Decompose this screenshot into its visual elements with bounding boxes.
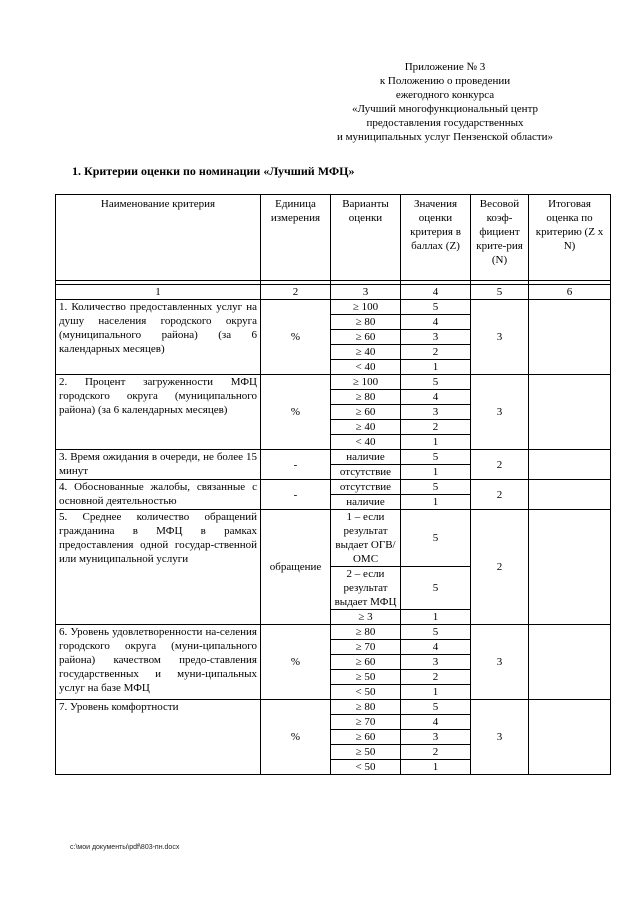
criterion-name: 4. Обоснованные жалобы, связанные с основной деятельностью bbox=[56, 480, 261, 510]
column-number: 6 bbox=[529, 285, 611, 300]
file-path-footer: c:\мои документы\pdf\803-пн.docx bbox=[70, 844, 180, 851]
column-number: 2 bbox=[261, 285, 331, 300]
option-score: 1 bbox=[401, 435, 471, 450]
appendix-line: «Лучший многофункциональный центр bbox=[351, 103, 539, 115]
option-variant: ≥ 80 bbox=[331, 700, 401, 715]
criterion-total bbox=[529, 510, 611, 625]
section-heading: 1. Критерии оценки по номинации «Лучший МФЦ» bbox=[72, 164, 355, 178]
column-number: 5 bbox=[471, 285, 529, 300]
column-number: 3 bbox=[331, 285, 401, 300]
option-variant: отсутствие bbox=[331, 480, 401, 495]
option-variant: ≥ 50 bbox=[331, 745, 401, 760]
option-score: 2 bbox=[401, 420, 471, 435]
table-row bbox=[56, 510, 611, 567]
option-variant: 2 – если результат выдает МФЦ bbox=[331, 567, 401, 610]
criterion-weight: 2 bbox=[471, 450, 529, 480]
appendix-line: к Положению о проведении bbox=[379, 75, 511, 87]
criteria-table bbox=[55, 194, 611, 775]
option-score: 1 bbox=[401, 495, 471, 510]
criterion-unit: % bbox=[261, 300, 331, 375]
criterion-total bbox=[529, 375, 611, 450]
appendix-line: Приложение № 3 bbox=[404, 61, 486, 73]
option-variant: наличие bbox=[331, 495, 401, 510]
column-number: 1 bbox=[56, 285, 261, 300]
option-score: 5 bbox=[401, 700, 471, 715]
option-score: 1 bbox=[401, 360, 471, 375]
option-variant: < 50 bbox=[331, 760, 401, 775]
option-score: 4 bbox=[401, 640, 471, 655]
option-variant: ≥ 70 bbox=[331, 640, 401, 655]
option-score: 5 bbox=[401, 567, 471, 610]
option-score: 3 bbox=[401, 330, 471, 345]
criterion-unit: % bbox=[261, 700, 331, 775]
criterion-unit: обращение bbox=[261, 510, 331, 625]
option-variant: ≥ 70 bbox=[331, 715, 401, 730]
criterion-name: 5. Среднее количество обращений гражданина в МФЦ в рамках предоставления одной государ-ственной или муниципальной услуги bbox=[56, 510, 261, 625]
criterion-weight: 2 bbox=[471, 510, 529, 625]
table-row bbox=[56, 375, 611, 390]
option-score: 4 bbox=[401, 315, 471, 330]
table-row bbox=[56, 450, 611, 465]
option-variant: ≥ 100 bbox=[331, 300, 401, 315]
option-score: 2 bbox=[401, 345, 471, 360]
option-score: 1 bbox=[401, 685, 471, 700]
option-score: 3 bbox=[401, 730, 471, 745]
criterion-unit: % bbox=[261, 375, 331, 450]
header-cell: Единица измерения bbox=[261, 195, 331, 281]
option-variant: ≥ 3 bbox=[331, 610, 401, 625]
criterion-weight: 2 bbox=[471, 480, 529, 510]
criterion-total bbox=[529, 700, 611, 775]
header-cell: Итоговая оценка по критерию (Z x N) bbox=[529, 195, 611, 281]
option-variant: ≥ 50 bbox=[331, 670, 401, 685]
table-row bbox=[56, 700, 611, 715]
criterion-total bbox=[529, 480, 611, 510]
option-score: 4 bbox=[401, 390, 471, 405]
criterion-name: 3. Время ожидания в очереди, не более 15 минут bbox=[56, 450, 261, 480]
option-variant: ≥ 80 bbox=[331, 390, 401, 405]
option-score: 5 bbox=[401, 510, 471, 567]
header-row bbox=[56, 195, 611, 281]
column-number-row bbox=[56, 285, 611, 300]
option-score: 5 bbox=[401, 450, 471, 465]
option-variant: < 40 bbox=[331, 360, 401, 375]
option-score: 4 bbox=[401, 715, 471, 730]
option-score: 2 bbox=[401, 670, 471, 685]
table-row bbox=[56, 300, 611, 315]
criterion-total bbox=[529, 300, 611, 375]
option-variant: ≥ 80 bbox=[331, 625, 401, 640]
option-variant: ≥ 100 bbox=[331, 375, 401, 390]
option-variant: ≥ 40 bbox=[331, 420, 401, 435]
option-variant: ≥ 60 bbox=[331, 730, 401, 745]
criterion-unit: - bbox=[261, 450, 331, 480]
header-cell: Наименование критерия bbox=[56, 195, 261, 281]
criterion-weight: 3 bbox=[471, 300, 529, 375]
criterion-weight: 3 bbox=[471, 625, 529, 700]
option-variant: ≥ 60 bbox=[331, 405, 401, 420]
criterion-name: 1. Количество предоставленных услуг на душу населения городского округа (муниципального района) (за 6 календарных месяцев) bbox=[56, 300, 261, 375]
option-variant: 1 – если результат выдает ОГВ/ОМС bbox=[331, 510, 401, 567]
appendix-block bbox=[300, 60, 590, 144]
option-variant: ≥ 60 bbox=[331, 330, 401, 345]
header-cell: Варианты оценки bbox=[331, 195, 401, 281]
option-score: 3 bbox=[401, 655, 471, 670]
option-score: 3 bbox=[401, 405, 471, 420]
criterion-weight: 3 bbox=[471, 375, 529, 450]
criterion-total bbox=[529, 625, 611, 700]
option-variant: ≥ 80 bbox=[331, 315, 401, 330]
appendix-line: и муниципальных услуг Пензенской области» bbox=[336, 131, 554, 143]
option-score: 1 bbox=[401, 465, 471, 480]
column-number: 4 bbox=[401, 285, 471, 300]
option-variant: отсутствие bbox=[331, 465, 401, 480]
option-score: 5 bbox=[401, 375, 471, 390]
option-variant: наличие bbox=[331, 450, 401, 465]
criterion-total bbox=[529, 450, 611, 480]
option-score: 5 bbox=[401, 480, 471, 495]
option-variant: < 50 bbox=[331, 685, 401, 700]
option-variant: < 40 bbox=[331, 435, 401, 450]
criterion-name: 2. Процент загруженности МФЦ городского округа (муниципального района) (за 6 календарных месяцев) bbox=[56, 375, 261, 450]
appendix-line: ежегодного конкурса bbox=[395, 89, 495, 101]
option-score: 1 bbox=[401, 610, 471, 625]
criterion-name: 7. Уровень комфортности bbox=[56, 700, 261, 775]
table-row bbox=[56, 480, 611, 495]
header-cell: Весовой коэф-фициент крите-рия (N) bbox=[471, 195, 529, 281]
header-cell: Значения оценки критерия в баллах (Z) bbox=[401, 195, 471, 281]
option-score: 1 bbox=[401, 760, 471, 775]
option-variant: ≥ 40 bbox=[331, 345, 401, 360]
option-score: 5 bbox=[401, 625, 471, 640]
option-score: 5 bbox=[401, 300, 471, 315]
table-row bbox=[56, 625, 611, 640]
appendix-line: предоставления государственных bbox=[366, 117, 524, 129]
criterion-weight: 3 bbox=[471, 700, 529, 775]
option-variant: ≥ 60 bbox=[331, 655, 401, 670]
criterion-unit: - bbox=[261, 480, 331, 510]
option-score: 2 bbox=[401, 745, 471, 760]
criterion-name: 6. Уровень удовлетворенности на-селения городского округа (муни-ципального района) качеством предо-ставления государственных и муни-ципальных услуг на базе МФЦ bbox=[56, 625, 261, 700]
criterion-unit: % bbox=[261, 625, 331, 700]
